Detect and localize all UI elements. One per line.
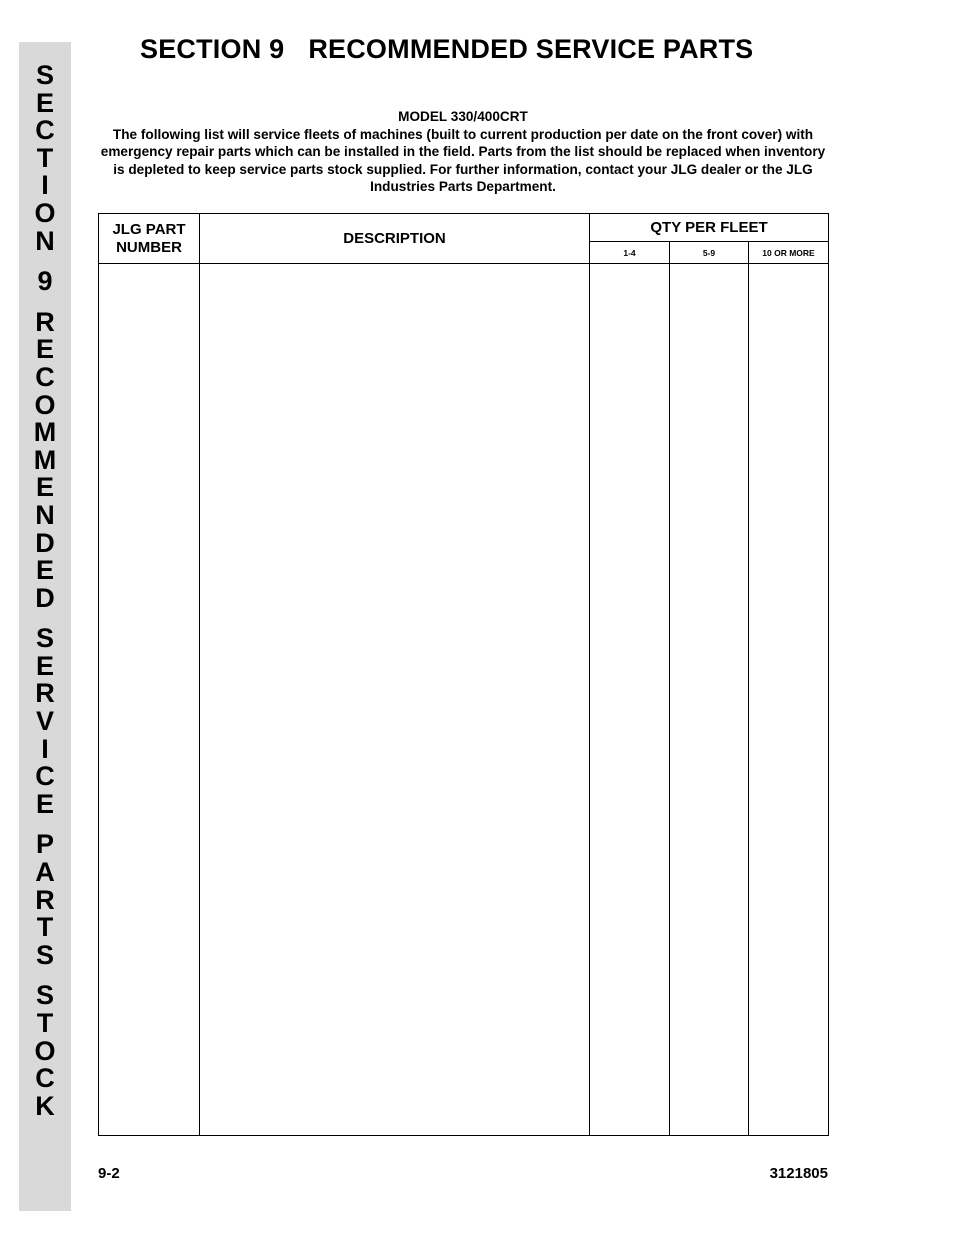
model-label: MODEL 330/400CRT bbox=[398, 109, 528, 124]
qty-10-or-more-cell bbox=[749, 264, 829, 1136]
side-tab-vertical-text bbox=[19, 62, 71, 1120]
side-tab-word: S E C T I O N bbox=[34, 60, 56, 256]
header-description: DESCRIPTION bbox=[200, 214, 590, 264]
page-title bbox=[140, 34, 753, 65]
header-qty-5-9: 5-9 bbox=[670, 242, 749, 264]
side-tab-word: P A R T S bbox=[35, 829, 55, 970]
side-tab-word: S E R V I C E bbox=[35, 623, 55, 819]
side-tab-word: R E C O M M E N D E D bbox=[33, 306, 57, 613]
header-qty-1-4: 1-4 bbox=[590, 242, 670, 264]
description-cell bbox=[200, 264, 590, 1136]
section-number: SECTION 9 bbox=[140, 34, 285, 64]
side-tab-word: 9 bbox=[37, 266, 53, 297]
section-title: RECOMMENDED SERVICE PARTS bbox=[308, 34, 754, 64]
intro-block bbox=[98, 108, 828, 196]
qty-5-9-cell bbox=[670, 264, 749, 1136]
header-qty-per-fleet: QTY PER FLEET bbox=[590, 214, 829, 242]
intro-paragraph: The following list will service fleets of machines (built to current production per date on the front cover) with emergency repair parts which can be installed in the field. Parts from the list should be replaced when inventory is depleted to keep service parts stock supplied. For further information, contact your JLG dealer or the JLG Industries Parts Department. bbox=[100, 126, 826, 195]
document-number: 3121805 bbox=[769, 1165, 828, 1182]
page-number: 9-2 bbox=[98, 1165, 120, 1182]
qty-1-4-cell bbox=[590, 264, 670, 1136]
header-part-number: JLG PART NUMBER bbox=[99, 214, 200, 264]
header-qty-10-or-more: 10 OR MORE bbox=[749, 242, 829, 264]
section-side-tab bbox=[19, 42, 71, 1211]
service-parts-table bbox=[98, 213, 829, 1136]
part-number-cell bbox=[99, 264, 200, 1136]
side-tab-word: S T O C K bbox=[34, 980, 56, 1121]
